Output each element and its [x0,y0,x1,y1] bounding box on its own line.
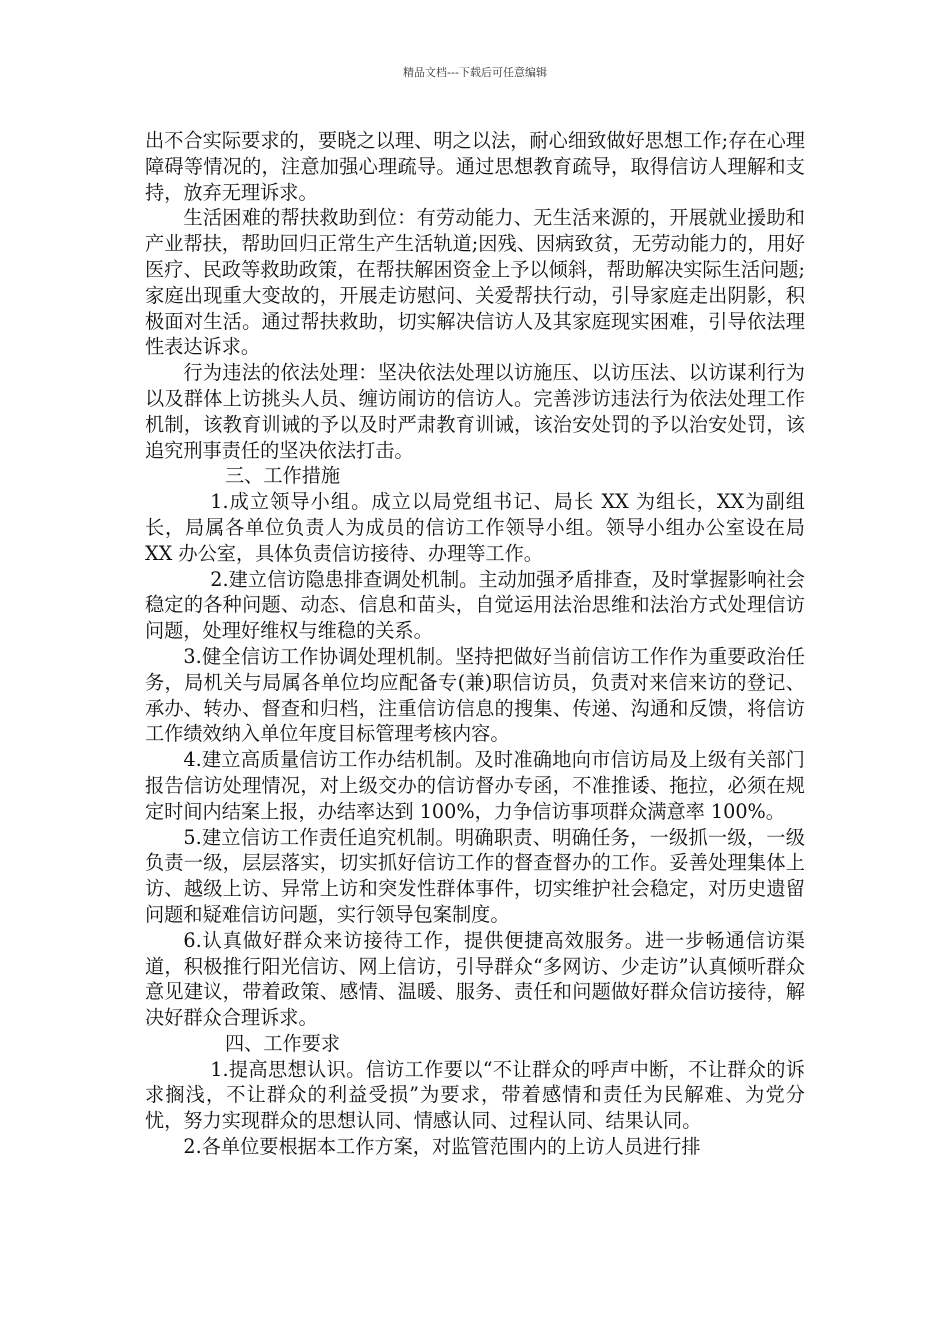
section-heading: 三、工作措施 [225,464,341,488]
paragraph: 5.建立信访工作责任追究机制。明确职责、明确任务，一级抓一级，一级负责一级，层层落实，切实抓好信访工作的督查督办的工作。妥善处理集体上访、越级上访、异常上访和突发性群体事件，切实维护社会稳定，对历史遗留问题和疑难信访问题，实行领导包案制度。 [145,825,805,926]
paragraph: 6.认真做好群众来访接待工作，提供便捷高效服务。进一步畅通信访渠道，积极推行阳光信访、网上信访，引导群众“多网访、少走访”认真倾听群众意见建议，带着政策、感情、温暖、服务、责任和问题做好群众信访接待，解决好群众合理诉求。 [145,928,805,1030]
paragraph: 4.建立高质量信访工作办结机制。及时准确地向市信访局及上级有关部门报告信访处理情况，对上级交办的信访督办专函，不准推诿、拖拉，必须在规定时间内结案上报，办结率达到 100%，力争信访事项群众满意率 100%。 [145,748,805,823]
section-heading: 四、工作要求 [225,1031,341,1055]
paragraph: 3.健全信访工作协调处理机制。坚持把做好当前信访工作作为重要政治任务，局机关与局属各单位均应配备专(兼)职信访员，负责对来信来访的登记、承办、转办、督查和归档，注重信访信息的搜集、传递、沟通和反馈，将信访工作绩效纳入单位年度目标管理考核内容。 [145,644,805,746]
paragraph: 生活困难的帮扶救助到位：有劳动能力、无生活来源的，开展就业援助和产业帮扶，帮助回归正常生产生活轨道;因残、因病致贫，无劳动能力的，用好医疗、民政等救助政策，在帮扶解困资金上予以倾斜，帮助解决实际生活问题;家庭出现重大变故的，开展走访慰问、关爱帮扶行动，引导家庭走出阴影，积极面对生活。通过帮扶救助，切实解决信访人及其家庭现实困难，引导依法理性表达诉求。 [145,206,805,359]
document-body [145,128,805,1160]
paragraph: 出不合实际要求的，要晓之以理、明之以法，耐心细致做好思想工作;存在心理障碍等情况的，注意加强心理疏导。通过思想教育疏导，取得信访人理解和支持，放弃无理诉求。 [145,129,805,204]
paragraph: 2.各单位要根据本工作方案，对监管范围内的上访人员进行排 [183,1135,701,1159]
paragraph: 1.提高思想认识。信访工作要以“不让群众的呼声中断，不让群众的诉求搁浅，不让群众的利益受损”为要求，带着感情和责任为民解难、为党分忧，努力实现群众的思想认同、情感认同、过程认同、结果认同。 [145,1057,805,1133]
paragraph: 行为违法的依法处理：坚决依法处理以访施压、以访压法、以访谋利行为以及群体上访挑头人员、缠访闹访的信访人。完善涉访违法行为依法处理工作机制，该教育训诫的予以及时严肃教育训诫，该治安处罚的予以治安处罚，该追究刑事责任的坚决依法打击。 [145,361,805,462]
paragraph: 1.成立领导小组。成立以局党组书记、局长 XX 为组长，XX为副组长，局属各单位负责人为成员的信访工作领导小组。领导小组办公室设在局 XX 办公室，具体负责信访接待、办理等工作。 [145,490,805,565]
paragraph: 2.建立信访隐患排查调处机制。主动加强矛盾排查，及时掌握影响社会稳定的各种问题、动态、信息和苗头，自觉运用法治思维和法治方式处理信访问题，处理好维权与维稳的关系。 [145,567,805,643]
page-header: 精品文档---下载后可任意编辑 [403,66,547,79]
